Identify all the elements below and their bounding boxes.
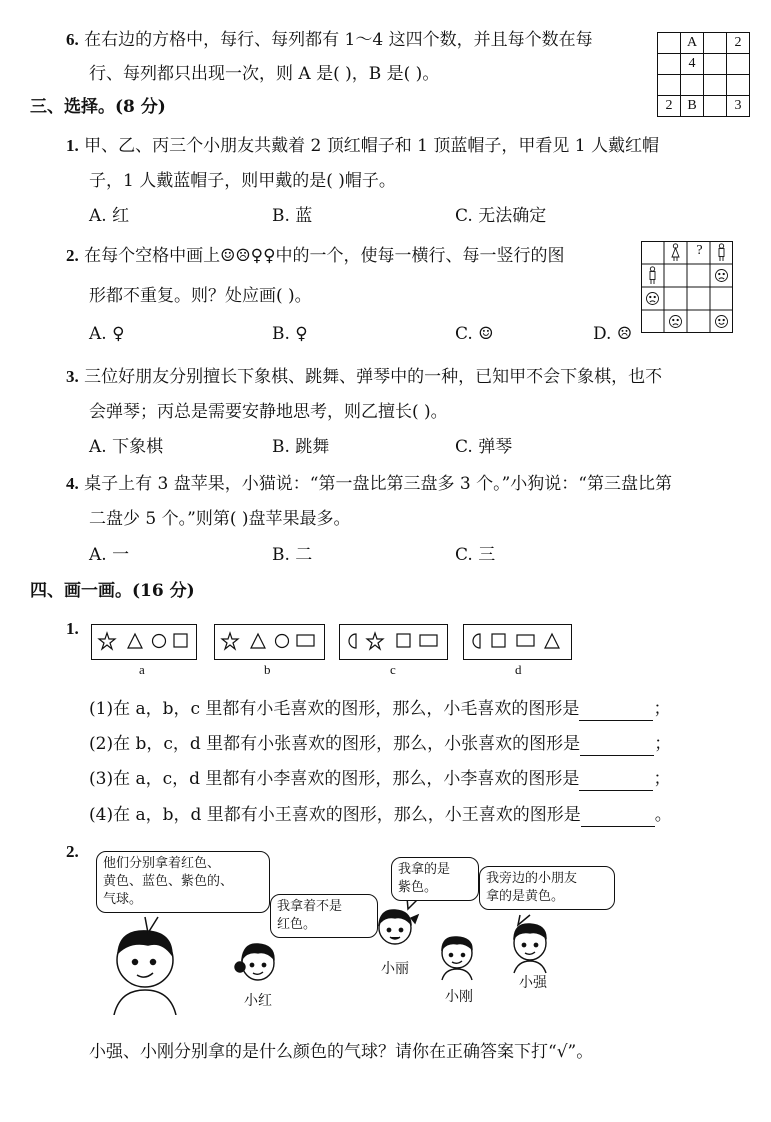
speech-bubble-xiaohong: 我拿着不是 红色。 — [270, 894, 378, 938]
s3-q3-number: 3. — [66, 367, 79, 386]
item-end-punct: ； — [653, 769, 671, 789]
shape-box-a — [91, 624, 197, 660]
s4-q1-item-2 — [89, 732, 671, 756]
s4-q1-item-text: (2)在 b，c，d 里都有小张喜欢的图形，那么，小张喜欢的图形是 — [89, 734, 581, 754]
s3-q2-figure-grid — [641, 241, 733, 333]
s4-q1-item-4 — [89, 803, 672, 827]
s3-q2-question-mark: ? — [696, 243, 703, 258]
shape-box-label-a: a — [139, 662, 145, 677]
q6-line2: 行、每列都只出现一次，则 A 是( )，B 是( )。 — [89, 64, 440, 84]
q6-cell: 2 — [727, 33, 750, 54]
s3-q4-line1 — [66, 472, 672, 496]
q6-cell-B: B — [681, 96, 704, 117]
girl-figure-icon — [672, 244, 679, 261]
answer-blank[interactable] — [580, 737, 654, 756]
name-label-xiaoqiang: 小强 — [519, 975, 547, 991]
rectangle-icon — [297, 635, 314, 646]
s3-q2-line1 — [66, 244, 565, 268]
boy-xiaogang-figure — [442, 937, 472, 980]
section3-title: 三、选择。(8 分) — [30, 97, 166, 117]
s3-q2-number: 2. — [66, 246, 79, 265]
s3-q1-option-a: A. 红 — [89, 206, 130, 226]
name-label-xiaogang: 小刚 — [445, 989, 473, 1005]
rectangle-icon — [420, 635, 437, 646]
shape-box-label-b: b — [264, 662, 271, 677]
s3-q1-option-b: B. 蓝 — [272, 206, 313, 226]
boy-speaker-figure — [114, 931, 176, 1015]
q6-number: 6. — [66, 30, 79, 49]
s3-q4-option-c: C. 三 — [455, 545, 496, 565]
q6-cell-A: A — [681, 33, 704, 54]
speech-bubble-boy: 他们分别拿着红色、 黄色、蓝色、紫色的、 气球。 — [96, 851, 270, 913]
s4-q1-item-3 — [89, 767, 670, 791]
s3-q1-option-c: C. 无法确定 — [455, 206, 547, 226]
q6-cell — [704, 96, 727, 117]
answer-blank[interactable] — [579, 772, 653, 791]
rectangle-icon — [517, 635, 534, 646]
square-icon — [492, 634, 505, 647]
q6-cell — [727, 54, 750, 75]
s3-q2-option-c: C. ☺ — [455, 324, 494, 344]
section4-title: 四、画一画。(16 分) — [30, 581, 195, 601]
s3-q4-option-b: B. 二 — [272, 545, 313, 565]
q6-cell — [658, 54, 681, 75]
name-label-xiaoli: 小丽 — [381, 961, 409, 977]
q6-number-grid — [657, 32, 750, 117]
item-end-punct: ； — [653, 699, 671, 719]
s3-q1-line1 — [66, 134, 659, 158]
s3-q4-line2: 二盘少 5 个。”则第( )盘苹果最多。 — [89, 509, 351, 529]
s4-q1-item-text: (4)在 a，b，d 里都有小王喜欢的图形，那么，小王喜欢的图形是 — [89, 805, 581, 825]
speech-bubble-xiaoqiang: 我旁边的小朋友 拿的是黄色。 — [479, 866, 615, 910]
s4-q1-item-text: (3)在 a，c，d 里都有小李喜欢的图形，那么，小李喜欢的图形是 — [89, 769, 580, 789]
s3-q3-text1: 三位好朋友分别擅长下象棋、跳舞、弹琴中的一种，已知甲不会下象棋，也不 — [84, 367, 663, 387]
s3-q3-line1 — [66, 365, 662, 389]
speech-bubble-xiaoli: 我拿的是 紫色。 — [391, 857, 479, 901]
triangle-icon — [128, 634, 142, 648]
q6-cell — [658, 75, 681, 96]
s3-q4-number: 4. — [66, 474, 79, 493]
s4-q1-item-1 — [89, 697, 670, 721]
shape-box-label-c: c — [390, 662, 396, 677]
circle-icon — [276, 635, 289, 648]
q6-cell — [704, 75, 727, 96]
sad-face-icon — [670, 316, 682, 328]
triangle-icon — [251, 634, 265, 648]
shape-box-b — [214, 624, 325, 660]
s4-q2-number: 2. — [66, 842, 79, 861]
s3-q3-option-a: A. 下象棋 — [89, 437, 164, 457]
answer-blank[interactable] — [579, 702, 653, 721]
half-circle-icon — [349, 634, 356, 648]
circle-icon — [153, 635, 166, 648]
q6-text1: 在右边的方格中，每行、每列都有 1～4 这四个数，并且每个数在每 — [84, 30, 593, 50]
s3-q2-option-b: B. ♀ — [272, 324, 308, 344]
s4-q1-number: 1. — [66, 619, 79, 638]
answer-blank[interactable] — [581, 808, 655, 827]
star-icon — [99, 633, 115, 649]
s3-q1-text1: 甲、乙、丙三个小朋友共戴着 2 顶红帽子和 1 顶蓝帽子，甲看见 1 人戴红帽 — [84, 136, 660, 156]
s4-q2-question: 小强、小刚分别拿的是什么颜色的气球？请你在正确答案下打“√”。 — [89, 1042, 594, 1062]
q6-line1 — [66, 28, 593, 52]
shape-box-label-d: d — [515, 662, 522, 677]
q6-cell: 4 — [681, 54, 704, 75]
boy-figure-icon — [650, 267, 655, 284]
item-end-punct: ； — [654, 734, 672, 754]
star-icon — [367, 633, 383, 649]
q6-cell — [704, 54, 727, 75]
boy-figure-icon — [719, 244, 724, 261]
star-icon — [222, 633, 238, 649]
s3-q2-option-a: A. ♀ — [89, 324, 125, 344]
q6-cell — [658, 33, 681, 54]
s3-q4-option-a: A. 一 — [89, 545, 130, 565]
shape-box-c — [339, 624, 448, 660]
s3-q3-line2: 会弹琴；丙总是需要安静地思考，则乙擅长( )。 — [89, 402, 448, 422]
q6-cell: 2 — [658, 96, 681, 117]
s3-q2-option-d: D. ☹ — [593, 324, 633, 344]
sad-face-icon — [647, 293, 659, 305]
s3-q2-line2: 形都不重复。则？处应画( )。 — [89, 286, 312, 306]
sad-face-icon — [716, 270, 728, 282]
half-circle-icon — [473, 634, 480, 648]
q6-cell — [704, 33, 727, 54]
q6-cell — [681, 75, 704, 96]
square-icon — [174, 634, 187, 647]
s3-q3-option-c: C. 弹琴 — [455, 437, 513, 457]
name-label-xiaohong: 小红 — [244, 993, 272, 1009]
q6-cell: 3 — [727, 96, 750, 117]
s3-q1-number: 1. — [66, 136, 79, 155]
q6-cell — [727, 75, 750, 96]
boy-xiaoqiang-figure — [514, 924, 546, 973]
item-end-punct: 。 — [654, 805, 672, 825]
s4-q1-item-text: (1)在 a，b，c 里都有小毛喜欢的图形，那么，小毛喜欢的图形是 — [89, 699, 580, 719]
shape-box-d — [463, 624, 572, 660]
smiley-face-icon — [716, 316, 728, 328]
s3-q2-text1: 在每个空格中画上☺☹♀♀中的一个，使每一横行、每一竖行的图 — [84, 246, 565, 266]
s3-q4-text1: 桌子上有 3 盘苹果，小猫说：“第一盘比第三盘多 3 个。”小狗说：“第三盘比第 — [84, 474, 672, 494]
s3-q3-option-b: B. 跳舞 — [272, 437, 330, 457]
triangle-icon — [545, 634, 559, 648]
square-icon — [397, 634, 410, 647]
s3-q1-line2: 子，1 人戴蓝帽子，则甲戴的是( )帽子。 — [89, 171, 396, 191]
